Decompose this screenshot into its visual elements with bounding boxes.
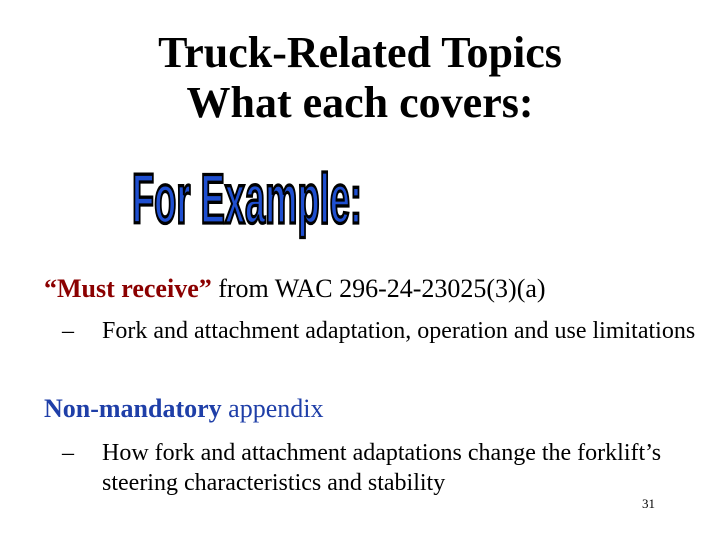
bullet-must-receive-emphasis: “Must receive”	[44, 274, 212, 303]
subbullet-steering-stability-text: How fork and attachment adaptations change the forklift’s steering characteristics and stability	[102, 440, 662, 496]
bullet-non-mandatory-emphasis: Non-mandatory	[44, 394, 222, 423]
wordart-text: For Example:	[132, 160, 362, 239]
bullet-must-receive-text: from WAC 296-24-23025(3)(a)	[211, 274, 546, 303]
title-line-1: Truck-Related Topics	[158, 28, 562, 77]
page-number: 31	[642, 496, 655, 511]
dash-marker: –	[62, 318, 74, 344]
for-example-wordart	[128, 160, 368, 240]
bullet-non-mandatory-text: appendix	[221, 394, 324, 423]
subbullet-fork-adaptation	[62, 316, 702, 346]
slide-title	[0, 28, 720, 128]
bullet-non-mandatory	[44, 392, 323, 426]
dash-marker: –	[62, 440, 74, 466]
subbullet-steering-stability	[62, 438, 682, 498]
subbullet-fork-adaptation-text: Fork and attachment adaptation, operation and use limitations	[102, 318, 696, 344]
bullet-must-receive	[44, 272, 546, 306]
title-line-2: What each covers:	[186, 78, 534, 127]
